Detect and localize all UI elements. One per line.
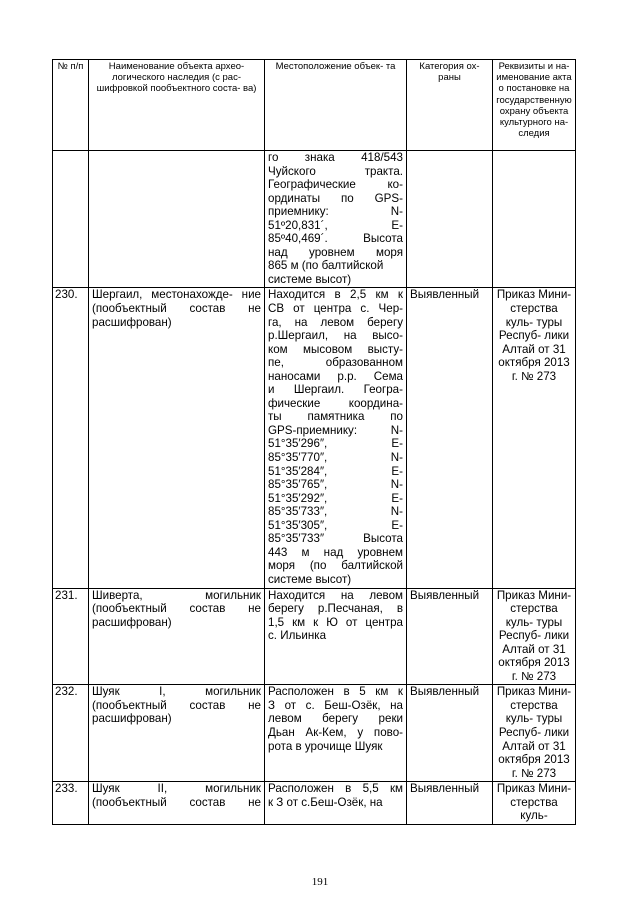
location-line: пе, образованном: [268, 356, 403, 370]
protection-act-requisites: Приказ Мини- стерства куль- туры Респуб- лики Алтай от 31 октября 2013 г. № 273: [493, 588, 576, 685]
location-line: 51°35′284″, E-: [268, 464, 403, 478]
continuation-number-cell: [53, 151, 89, 288]
continuation-name-cell: [89, 151, 265, 288]
location-line: Находится на левом: [268, 588, 403, 602]
protection-category: Выявленный: [407, 685, 493, 782]
object-location: [265, 288, 407, 588]
object-name: Шергаил, местонахожде- ние (пообъектный состав не расшифрован): [89, 288, 265, 588]
location-line: 51°35′296″, E-: [268, 437, 403, 451]
protection-act-requisites: Приказ Мини- стерства куль- туры Респуб- лики Алтай от 31 октября 2013 г. № 273: [493, 685, 576, 782]
location-line: Расположен в 5,5 км: [268, 782, 403, 796]
heritage-registry-table: [52, 59, 576, 825]
object-location: [265, 588, 407, 685]
location-line: и Шергаил. Геогра-: [268, 383, 403, 397]
location-line: Дьан Ак-Кем, у пово-: [268, 725, 403, 739]
table-row: [53, 288, 576, 588]
header-object-name: Наименование объекта архео- логического наследия (с рас- шифровкой пообъектного соста- ва): [89, 60, 265, 151]
location-line: р.Шергаил, на высо-: [268, 329, 403, 343]
location-line: З от с. Беш-Озёк, на: [268, 698, 403, 712]
row-number: 231.: [53, 588, 89, 685]
location-line: 51°35′292″, E-: [268, 491, 403, 505]
location-last-line: к З от с.Беш-Озёк, на: [268, 795, 383, 809]
object-name: Шиверта, могильник (пообъектный состав не расшифрован): [89, 588, 265, 685]
protection-act-requisites: Приказ Мини- стерства куль- туры Респуб- лики Алтай от 31 октября 2013 г. № 273: [493, 288, 576, 588]
object-name: Шуяк II, могильник (пообъектный состав не: [89, 782, 265, 825]
header-location: Местоположение объек- та: [265, 60, 407, 151]
location-line: 85°35′770″, N-: [268, 451, 403, 465]
location-line: над уровнем моря: [268, 245, 403, 259]
location-line: фические координа-: [268, 396, 403, 410]
row-number: 230.: [53, 288, 89, 588]
location-line: 443 м над уровнем: [268, 545, 403, 559]
protection-act-requisites: Приказ Мини- стерства куль-: [493, 782, 576, 825]
location-last-line: системе высот): [268, 572, 352, 586]
location-line: га, на левом берегу: [268, 315, 403, 329]
protection-category: Выявленный: [407, 588, 493, 685]
location-line: 51°35′305″, E-: [268, 518, 403, 532]
table-header-row: [53, 60, 576, 151]
location-line: левом берегу реки: [268, 712, 403, 726]
row-number: 233.: [53, 782, 89, 825]
location-line: ординаты по GPS-: [268, 191, 403, 205]
page-number: 191: [311, 876, 329, 888]
location-last-line: рота в урочище Шуяк: [268, 739, 383, 753]
location-line: 85º40,469´. Высота: [268, 232, 403, 246]
protection-category: Выявленный: [407, 288, 493, 588]
object-location: [265, 685, 407, 782]
table-row: [53, 588, 576, 685]
location-line: 1,5 км к Ю от центра: [268, 615, 403, 629]
location-line: го знака 418/543: [268, 151, 403, 164]
location-last-line: с. Ильинка: [268, 629, 327, 643]
protection-category: Выявленный: [407, 782, 493, 825]
location-line: берегу р.Песчаная, в: [268, 602, 403, 616]
object-location: [265, 782, 407, 825]
table-row-continuation: [53, 151, 576, 288]
table-row: [53, 782, 576, 825]
continuation-category-cell: [407, 151, 493, 288]
object-name: Шуяк I, могильник (пообъектный состав не расшифрован): [89, 685, 265, 782]
location-line: 85°35′733″ Высота: [268, 532, 403, 546]
table-row: [53, 685, 576, 782]
location-line: Находится в 2,5 км к: [268, 288, 403, 302]
location-line: 85°35′733″, N-: [268, 505, 403, 519]
continuation-location-cell: [265, 151, 407, 288]
location-line: Географические ко-: [268, 178, 403, 192]
location-line: Чуйского тракта.: [268, 164, 403, 178]
location-line: GPS-приемнику: N-: [268, 423, 403, 437]
row-number: 232.: [53, 685, 89, 782]
location-line: 85°35′765″, N-: [268, 478, 403, 492]
location-line: СВ от центра с. Чер-: [268, 302, 403, 316]
location-line: приемнику: N-: [268, 205, 403, 219]
header-requisites: Реквизиты и на- именование акта о постановке на государственную охрану объекта культурного на- следия: [493, 60, 576, 151]
location-line: наносами р.р. Сема: [268, 369, 403, 383]
header-category: Категория ох- раны: [407, 60, 493, 151]
location-last-line: 865 м (по балтийской системе высот): [268, 259, 384, 286]
location-line: ты памятника по: [268, 410, 403, 424]
location-line: ком мысовом высту-: [268, 342, 403, 356]
location-line: 51º20,831´, E-: [268, 218, 403, 232]
header-number: № п/п: [53, 60, 89, 151]
continuation-requisites-cell: [493, 151, 576, 288]
location-line: Расположен в 5 км к: [268, 685, 403, 699]
location-line: моря (по балтийской: [268, 559, 403, 573]
